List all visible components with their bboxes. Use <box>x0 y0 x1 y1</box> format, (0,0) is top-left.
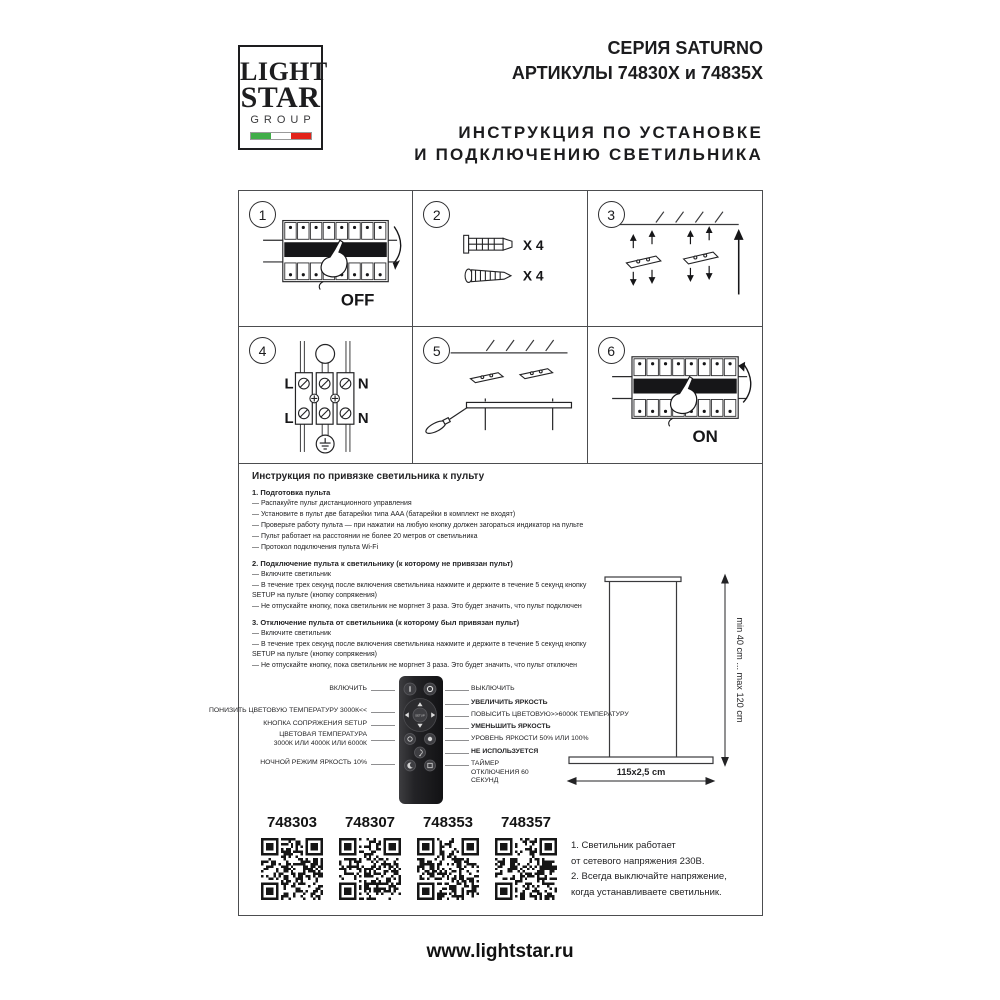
power-off-button <box>424 683 436 695</box>
step-6-power-on <box>588 327 762 463</box>
qr-code <box>495 838 557 900</box>
step-number: 4 <box>249 337 276 364</box>
article-number: 748303 <box>266 814 318 831</box>
off-label: OFF <box>340 290 375 310</box>
step-number: 1 <box>249 201 276 228</box>
remote-label-color-temp: ЦВЕТОВАЯ ТЕМПЕРАТУРА 3000К ИЛИ 4000К ИЛИ 6000К <box>273 731 367 747</box>
step-number: 5 <box>423 337 450 364</box>
instruction-item: — Не отпускайте кнопку, пока светильник не моргнет 3 раза. Это будет значить, что пульт отключен <box>252 662 578 669</box>
remote-label-increase-brightness: УВЕЛИЧИТЬ ЯРКОСТЬ <box>471 699 548 706</box>
remote-label-off-timer: ТАЙМЕР ОТКЛЮЧЕНИЯ 60 СЕКУНД <box>471 760 529 784</box>
note-line: 1. Светильник работает <box>571 840 676 851</box>
articles-title: АРТИКУЛЫ 74830X и 74835X <box>511 63 763 83</box>
screw-icon <box>465 269 511 282</box>
remote-label-power-on: ВКЛЮЧИТЬ <box>329 685 367 692</box>
screwdriver-icon <box>425 407 468 435</box>
section-3-heading: 3. Отключение пульта от светильника (к которому был привязан пульт) <box>252 618 520 627</box>
flag-white <box>271 133 291 139</box>
connector-line <box>445 753 469 754</box>
section-1-heading: 1. Подготовка пульта <box>252 488 331 497</box>
ceiling-mount-bar <box>605 577 681 582</box>
logo-text-group: GROUP <box>250 114 316 126</box>
italian-flag-stripe <box>250 132 312 140</box>
connector-line <box>445 765 469 766</box>
height-dimension-label: min 40 cm ... max 120 cm <box>735 617 745 723</box>
qr-block <box>339 814 401 900</box>
step-2-fasteners <box>413 191 587 327</box>
ground-icon <box>316 435 334 453</box>
connector-line <box>445 704 469 705</box>
step-4-terminal-wiring <box>239 327 413 463</box>
step-3-mount-brackets <box>588 191 762 327</box>
qr-block <box>417 814 479 900</box>
note-line: от сетевого напряжения 230В. <box>571 855 705 867</box>
section-2-heading: 2. Подключение пульта к светильнику (к которому не привязан пульт) <box>252 559 513 568</box>
qr-code <box>261 838 323 900</box>
instruction-title-line2: И ПОДКЛЮЧЕНИЮ СВЕТИЛЬНИКА <box>414 145 763 164</box>
qr-block <box>261 814 323 900</box>
instruction-item: — Не отпускайте кнопку, пока светильник не моргнет 3 раза. Это будет значить, что пульт подключен <box>252 603 582 610</box>
pairing-instructions <box>252 471 599 672</box>
setup-button-label: SETUP <box>415 713 425 718</box>
instruction-item: — Распакуйте пульт дистанционного управления <box>252 500 412 507</box>
website-url: www.lightstar.ru <box>426 941 574 962</box>
series-title: СЕРИЯ SATURNO <box>607 38 763 58</box>
instruction-item: — Протокол подключения пульта Wi-Fi <box>252 544 379 551</box>
connector-line <box>445 690 469 691</box>
remote-label-decrease-brightness: УМЕНЬШИТЬ ЯРКОСТЬ <box>471 723 551 730</box>
l-bottom-label: L <box>284 411 294 428</box>
unused-button <box>415 747 426 758</box>
remote-label-setup-button: КНОПКА СОПРЯЖЕНИЯ SETUP <box>263 720 367 727</box>
qr-block <box>495 814 557 900</box>
note-line: когда устанавливаете светильник. <box>571 886 722 898</box>
step-number: 6 <box>598 337 625 364</box>
step-5-attach-base <box>413 327 587 463</box>
l-top-label: L <box>284 376 294 393</box>
note-line: 2. Всегда выключайте напряжение, <box>571 871 727 882</box>
remote-label-not-used: НЕ ИСПОЛЬЗУЕТСЯ <box>471 748 539 755</box>
step-number: 2 <box>423 201 450 228</box>
dowel-icon <box>464 235 512 253</box>
pairing-box <box>209 463 763 916</box>
rotate-arrow <box>743 365 751 403</box>
instruction-title-line1: ИНСТРУКЦИЯ ПО УСТАНОВКЕ <box>458 123 763 142</box>
article-number: 748353 <box>422 814 474 831</box>
logo-text-light: LIGHT <box>240 57 328 86</box>
lamp-dimension-drawing <box>559 564 759 804</box>
remote-label-decrease-color-temp: ПОНИЗИТЬ ЦВЕТОВУЮ ТЕМПЕРАТУРУ 3000К<< <box>209 707 367 714</box>
logo-text-star: STAR <box>240 81 321 114</box>
instruction-item: — Включите светильник <box>252 630 331 637</box>
flag-green <box>251 133 271 139</box>
lamp-bar <box>569 757 713 764</box>
connector-line <box>371 690 395 691</box>
safety-notes <box>571 838 727 900</box>
junction-icon <box>316 344 335 363</box>
remote-label-brightness-level: УРОВЕНЬ ЯРКОСТИ 50% ИЛИ 100% <box>471 735 589 742</box>
connector-line <box>371 712 395 713</box>
article-number: 748357 <box>500 814 552 831</box>
connector-line <box>371 725 395 726</box>
remote-label-increase-color-temp: ПОВЫСИТЬ ЦВЕТОВУЮ>>6000К ТЕМПЕРАТУРУ <box>471 711 629 718</box>
rotate-arrow <box>393 226 401 263</box>
remote-label-power-off: ВЫКЛЮЧИТЬ <box>471 685 515 692</box>
article-number: 748307 <box>344 814 396 831</box>
instruction-item: — Включите светильник <box>252 571 331 578</box>
n-bottom-label: N <box>357 411 369 428</box>
lamp-base-bar <box>467 402 572 407</box>
qr-code <box>417 838 479 900</box>
remote-control <box>397 676 445 804</box>
header-titles <box>414 36 763 166</box>
lightstar-logo <box>238 45 328 150</box>
bracket-icon <box>471 369 553 383</box>
connector-line <box>445 740 469 741</box>
instruction-item: — Установите в пульт две батарейки типа AAA (батарейки в комплект не входят) <box>252 511 516 518</box>
step-number: 3 <box>598 201 625 228</box>
remote-label-night-mode: НОЧНОЙ РЕЖИМ ЯРКОСТЬ 10% <box>260 759 367 766</box>
instruction-item: — Проверьте работу пульта — при нажатии на любую кнопку должен загораться индикатор на пульте <box>252 522 584 529</box>
flag-red <box>291 133 311 139</box>
pairing-title: Инструкция по привязке светильника к пульту <box>252 471 485 482</box>
n-top-label: N <box>357 376 369 393</box>
connector-line <box>371 740 395 741</box>
screw-qty: X 4 <box>523 268 544 284</box>
connector-line <box>445 716 469 717</box>
step-1-power-off <box>239 191 413 327</box>
instruction-item: — Пульт работает на расстоянии не более 20 метров от светильника <box>252 533 478 540</box>
instruction-item: — В течение трех секунд после включения светильника нажмите и держите в течение 5 секунд кнопку SETUP на пульте (кнопку сопряжения) <box>252 582 587 599</box>
width-dimension-label: 115x2,5 cm <box>616 767 666 777</box>
instruction-item: — В течение трех секунд после включения светильника нажмите и держите в течение 5 секунд кнопку SETUP на пульте (кнопку сопряжения) <box>252 641 587 658</box>
color-temp-button <box>405 734 416 745</box>
connector-line <box>371 764 395 765</box>
qr-code <box>339 838 401 900</box>
dowel-qty: X 4 <box>523 238 544 254</box>
connector-line <box>445 728 469 729</box>
timer-button <box>425 760 436 771</box>
installation-steps-grid <box>238 190 763 464</box>
on-label: ON <box>692 427 718 447</box>
bracket-icon <box>626 252 718 268</box>
